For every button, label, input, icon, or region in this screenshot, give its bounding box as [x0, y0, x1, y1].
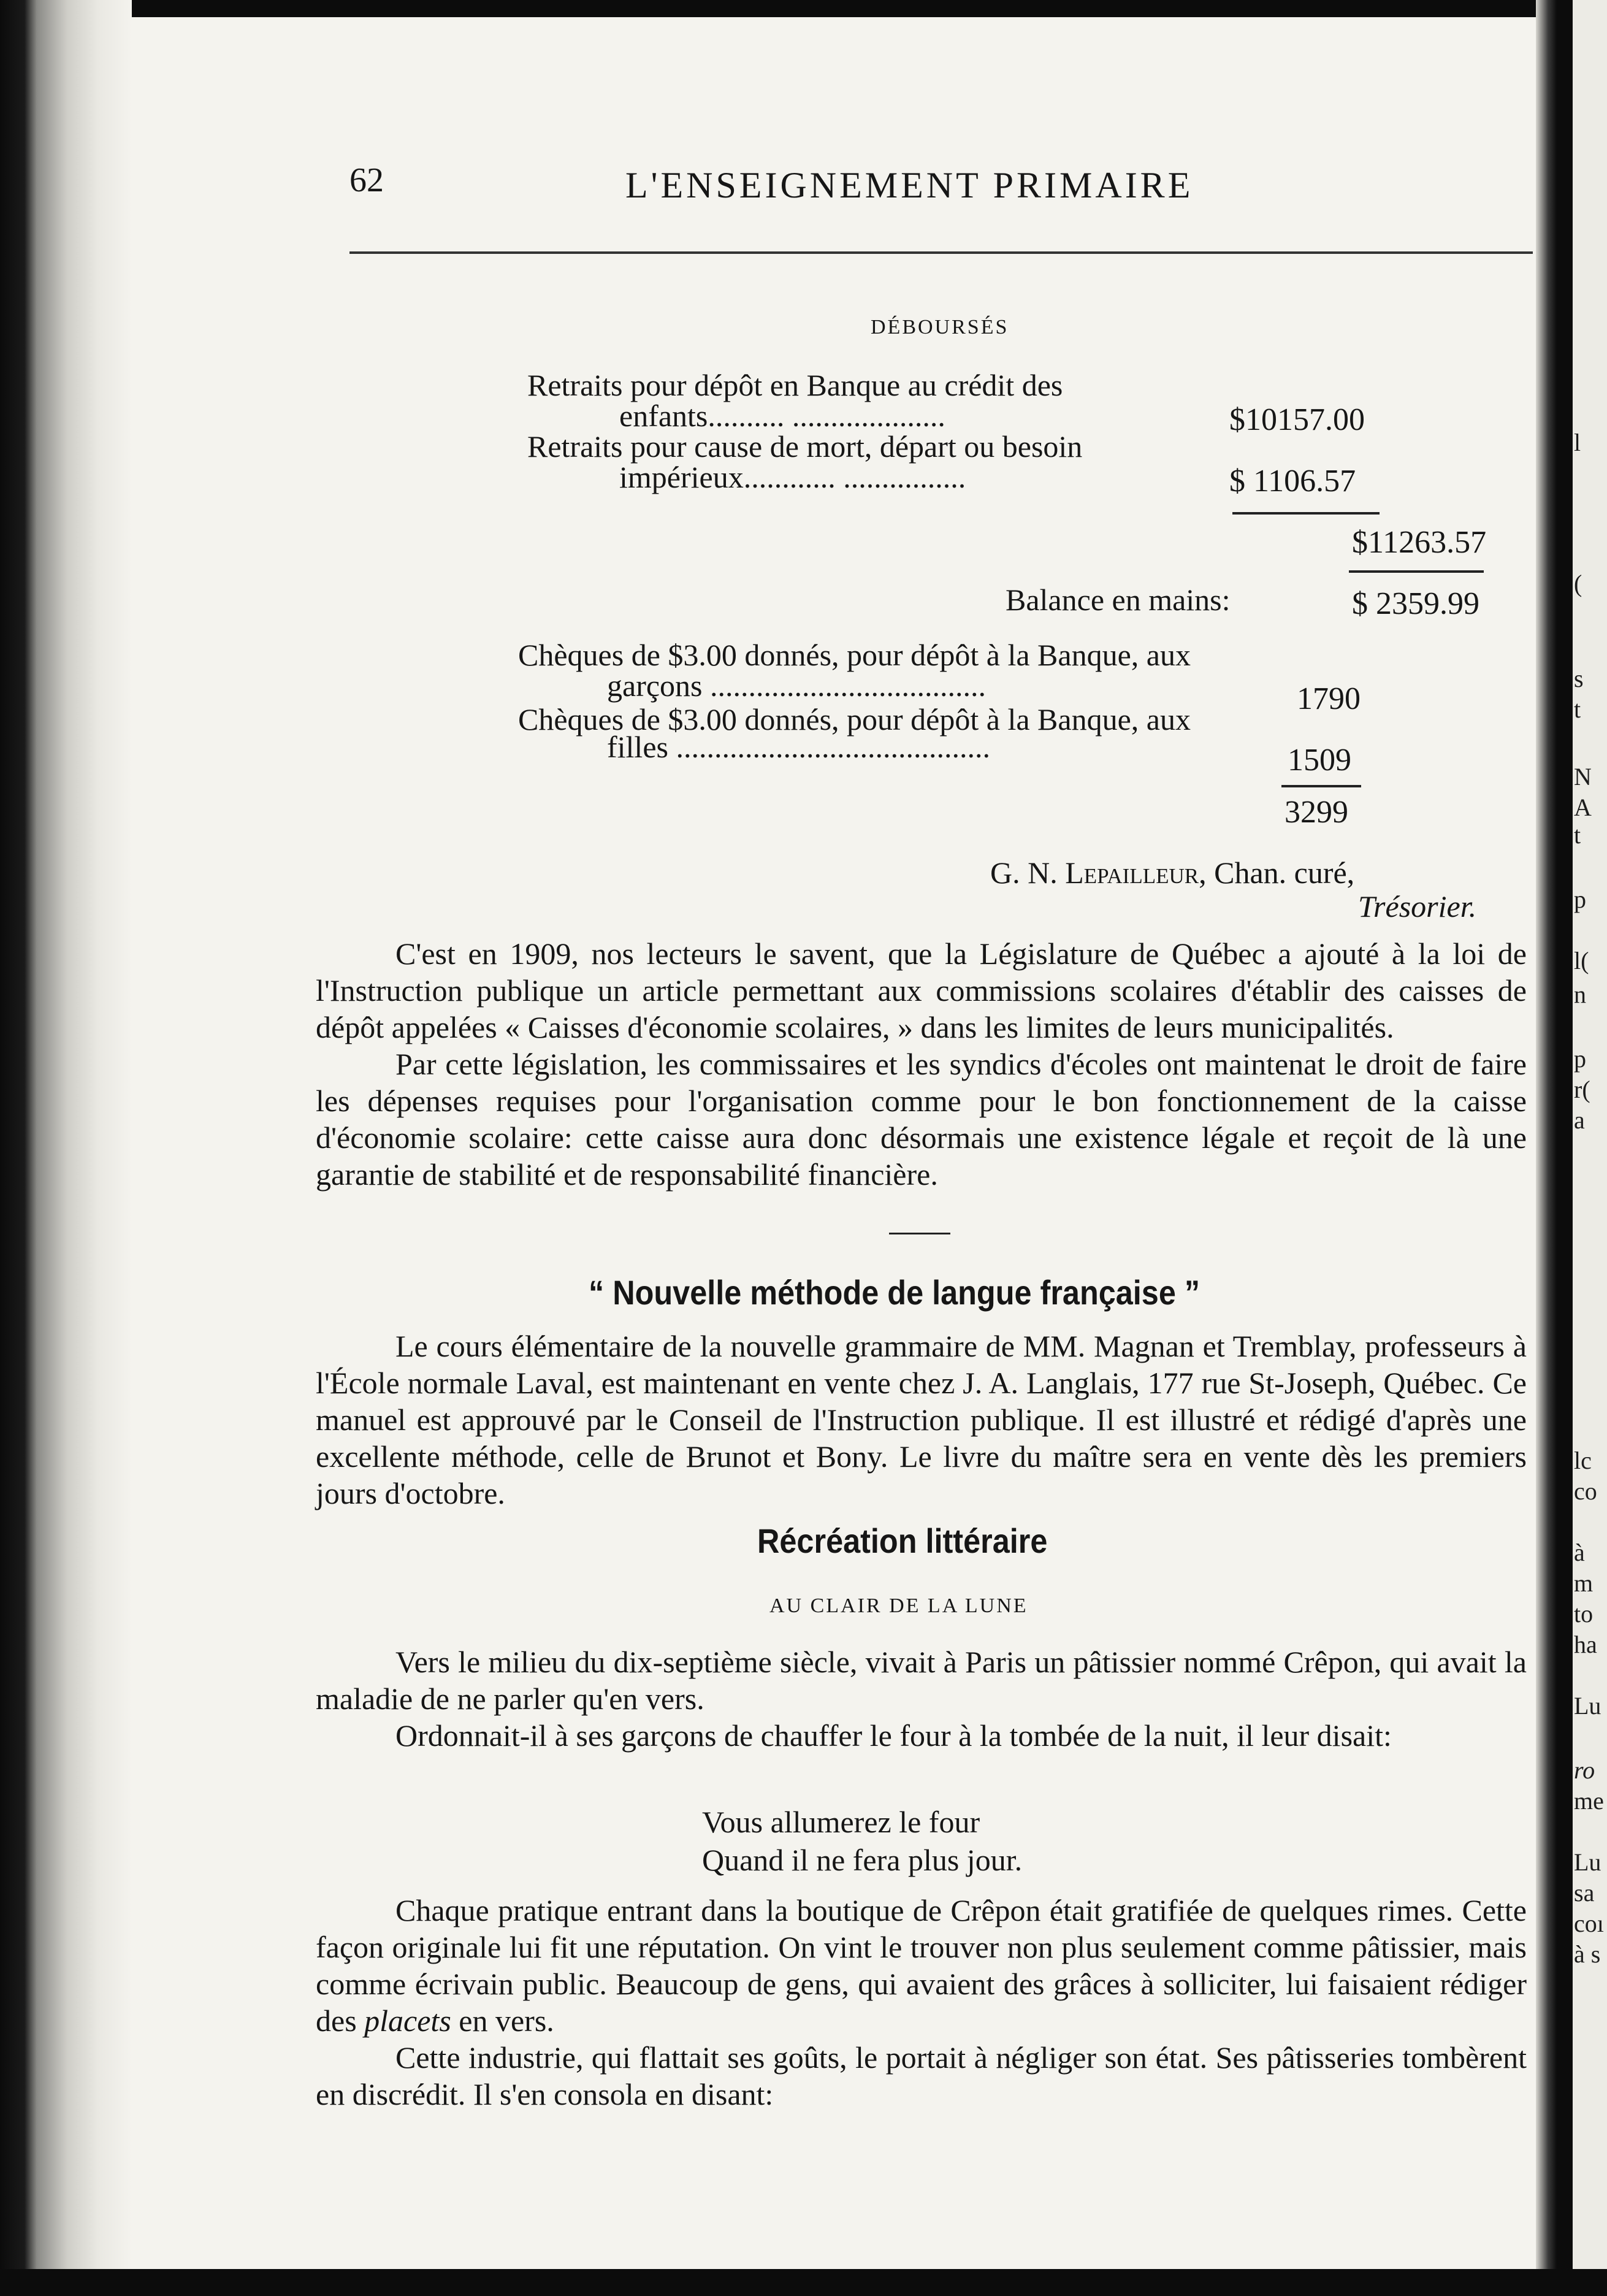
debours-item1-line1: Retraits pour dépôt en Banque au crédit des — [527, 368, 1063, 402]
recreation-article-part2 — [316, 1892, 1527, 2113]
signature-line — [990, 855, 1354, 890]
next-page-fragment: lc — [1574, 1447, 1592, 1474]
next-page-fragment: t — [1574, 821, 1581, 849]
debours-item2-line2: impérieux............ ................ — [619, 460, 966, 494]
next-page-fragment: p — [1574, 886, 1586, 913]
next-page-fragment: to — [1574, 1600, 1594, 1628]
signature-title: Trésorier. — [1358, 889, 1477, 924]
cheque-total-rule — [1281, 785, 1361, 787]
scan-border-top — [0, 0, 1607, 17]
cheque1-line1: Chèques de $3.00 donnés, pour dépôt à la Banque, aux — [518, 638, 1191, 672]
recreation-paragraph-3-text: Chaque pratique entrant dans la boutique de Crêpon était gratifiée de quelques rimes. Cette façon originale lui fit une réputation. On vint le trouver non plus seulement comme pâtissier, mais comme écrivain public. Beaucoup de gens, qui avaient des grâces à solliciter, lui faisaient rédiger des — [316, 1893, 1527, 2038]
caisses-article — [316, 935, 1527, 1193]
recreation-paragraph-3-end: en vers. — [451, 2003, 554, 2038]
header-rule — [349, 251, 1533, 254]
next-page-fragment: ro — [1574, 1756, 1595, 1784]
recreation-paragraph-3 — [316, 1892, 1527, 2039]
next-page-fragment: N — [1574, 763, 1592, 790]
cheque1-amount: 1790 — [1297, 681, 1361, 716]
balance-label: Balance en mains: — [1006, 583, 1231, 617]
next-page-fragment: p — [1574, 1045, 1586, 1073]
next-page-fragment: m — [1574, 1569, 1594, 1597]
page-number: 62 — [349, 161, 384, 199]
next-page-fragment: n — [1574, 981, 1586, 1008]
methode-article — [316, 1328, 1527, 1512]
next-page-fragment: sa — [1574, 1879, 1595, 1907]
recreation-article-part1 — [316, 1644, 1527, 1754]
next-page-fragment: co — [1574, 1477, 1597, 1505]
total-rule — [1349, 570, 1484, 573]
cheque1-line2: garçons .................................... — [607, 668, 986, 703]
debours-total: $11263.57 — [1352, 525, 1487, 560]
methode-paragraph: Le cours élémentaire de la nouvelle grammaire de MM. Magnan et Tremblay, professeurs à l'École normale Laval, est maintenant en vente chez J. A. Langlais, 177 rue St-Joseph, Québec. Ce manuel est approuvé par le Conseil de l'Instruction publique. Il est illustré et rédigé d'après une excellente méthode, celle de Brunot et Bony. Le livre du maître sera en vente dès les premiers jours d'octobre. — [316, 1329, 1527, 1510]
next-page-edge — [1573, 0, 1607, 2296]
next-page-fragment: ha — [1574, 1631, 1597, 1658]
deboursés-heading: DÉBOURSÉS — [871, 316, 1009, 339]
cheque-total: 3299 — [1284, 795, 1348, 830]
poem — [702, 1803, 1022, 1879]
next-page-fragment: Lu — [1574, 1848, 1601, 1876]
signature-name: G. N. Lepailleur — [990, 855, 1199, 890]
book-gutter — [1536, 0, 1573, 2296]
next-page-fragment: A — [1574, 794, 1592, 821]
caisses-paragraph-2: Par cette législation, les commissaires et les syndics d'écoles ont maintenat le droit de faire les dépenses requises pour l'organisation comme pour le bon fonctionnement de la caisse d'économie scolaire: cette caisse aura donc désormais une existence légale et reçoit de là une garantie de stabilité et de responsabilité financière. — [316, 1047, 1527, 1192]
caisses-paragraph-1: C'est en 1909, nos lecteurs le savent, que la Législature de Québec a ajouté à la loi de l'Instruction publique un article permettant aux commissions scolaires d'établir des caisses de dépôt appelées « Caisses d'économie scolaires, » dans les limites de leurs municipalités. — [316, 936, 1527, 1044]
running-head-title: L'ENSEIGNEMENT PRIMAIRE — [625, 165, 1194, 205]
cheque2-line1: Chèques de $3.00 donnés, pour dépôt à la Banque, aux — [518, 702, 1191, 737]
recreation-heading: Récréation littéraire — [757, 1521, 1048, 1560]
debours-item2-amount: $ 1106.57 — [1229, 464, 1356, 499]
next-page-fragment: coı — [1574, 1910, 1604, 1937]
next-page-fragment: l — [1574, 429, 1581, 456]
recreation-paragraph-2: Ordonnait-il à ses garçons de chauffer le four à la tombée de la nuit, il leur disait: — [395, 1718, 1392, 1753]
next-page-fragment: l( — [1574, 947, 1589, 974]
recreation-paragraph-4: Cette industrie, qui flattait ses goûts, le portait à négliger son état. Ses pâtisseries tombèrent en discrédit. Il s'en consola en disant: — [316, 2040, 1527, 2111]
cheque2-amount: 1509 — [1288, 743, 1351, 778]
next-page-fragment: me — [1574, 1787, 1604, 1815]
signature-rest: , Chan. curé, — [1199, 855, 1355, 890]
recreation-paragraph-1: Vers le milieu du dix-septième siècle, vivait à Paris un pâtissier nommé Crêpon, qui avait la maladie de ne parler qu'en vers. — [316, 1645, 1527, 1716]
poem-line-1: Vous allumerez le four — [702, 1805, 980, 1839]
next-page-fragment: a — [1574, 1106, 1585, 1134]
recreation-paragraph-3-italic: placets — [364, 2003, 451, 2038]
scan-border-bottom — [0, 2269, 1607, 2296]
recreation-subheading: AU CLAIR DE LA LUNE — [769, 1594, 1028, 1617]
next-page-fragment: r( — [1574, 1076, 1590, 1103]
debours-item1-amount: $10157.00 — [1229, 402, 1365, 437]
poem-line-2: Quand il ne fera plus jour. — [702, 1843, 1023, 1877]
debours-item1-line2: enfants.......... .................... — [619, 399, 945, 433]
subtotal-rule — [1232, 512, 1380, 515]
methode-heading: “ Nouvelle méthode de langue française ” — [589, 1273, 1200, 1312]
debours-item2-line1: Retraits pour cause de mort, départ ou besoin — [527, 429, 1083, 464]
next-page-fragment: à s — [1574, 1940, 1601, 1968]
next-page-fragment: à — [1574, 1539, 1585, 1566]
next-page-fragment: s — [1574, 665, 1584, 692]
next-page-fragment: Lu — [1574, 1692, 1601, 1720]
scan-border-left — [0, 0, 132, 2296]
section-separator — [889, 1233, 950, 1234]
next-page-fragment: t — [1574, 695, 1581, 723]
balance-amount: $ 2359.99 — [1352, 586, 1479, 621]
cheque2-line2: filles ......................................... — [607, 730, 990, 764]
next-page-fragment: ( — [1574, 570, 1582, 597]
